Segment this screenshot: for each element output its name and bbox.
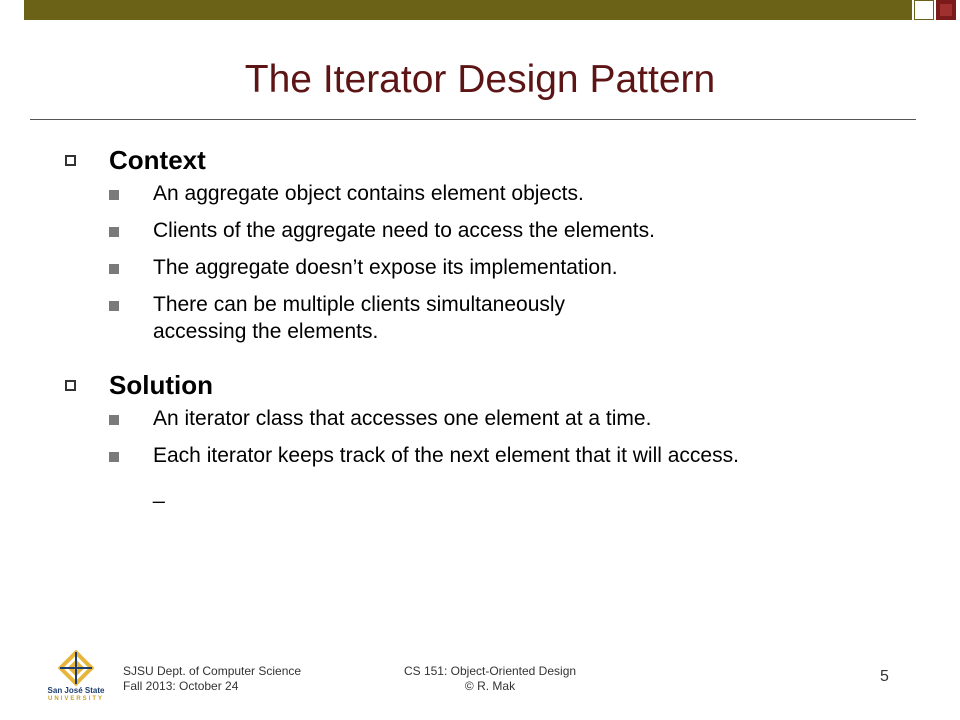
bullet-list: [62, 405, 932, 469]
list-item: [62, 254, 932, 281]
corner-square-outline: [914, 0, 934, 20]
section-title: Solution: [109, 369, 213, 400]
slide-title: The Iterator Design Pattern: [244, 58, 716, 101]
logo-line-1: San José State: [47, 686, 105, 695]
title-divider: [30, 119, 916, 120]
square-bullet-icon: [109, 264, 119, 274]
hollow-square-bullet-icon: [65, 380, 76, 391]
list-item: [62, 217, 932, 244]
square-bullet-icon: [109, 301, 119, 311]
square-bullet-icon: [109, 452, 119, 462]
top-decor-bar: [24, 0, 912, 20]
list-item-text: An aggregate object contains element objects.: [153, 182, 584, 205]
list-item-text: Each iterator keeps track of the next element that it will access.: [153, 444, 739, 467]
hollow-square-bullet-icon: [65, 155, 76, 166]
list-item-text: The aggregate doesn’t expose its implementation.: [153, 256, 618, 279]
corner-square-filled: [936, 0, 956, 20]
footer-department: SJSU Dept. of Computer Science: [123, 664, 302, 678]
square-bullet-icon: [109, 227, 119, 237]
section-heading: [62, 365, 932, 405]
footer-center-text: [380, 664, 600, 694]
square-bullet-icon: [109, 415, 119, 425]
trailing-mark: _: [153, 481, 165, 504]
list-item-text: An iterator class that accesses one element at a time.: [153, 407, 652, 430]
footer-course: CS 151: Object-Oriented Design: [403, 664, 577, 678]
page-number: 5: [880, 668, 889, 685]
square-bullet-icon: [109, 190, 119, 200]
section-title: Context: [109, 144, 206, 175]
footer-date: Fall 2013: October 24: [123, 679, 239, 693]
section-solution: [62, 365, 932, 506]
slide-footer: [0, 650, 960, 710]
list-item: [62, 405, 932, 432]
list-item-text: Clients of the aggregate need to access the elements.: [153, 219, 655, 242]
logo-line-2: UNIVERSITY: [47, 696, 104, 702]
list-item-text: There can be multiple clients simultaneously accessing the elements.: [153, 293, 566, 343]
list-item: [62, 291, 932, 345]
slide-content: [62, 140, 932, 526]
section-heading: [62, 140, 932, 180]
logo-wordmark: [44, 686, 108, 704]
footer-left-text: [123, 664, 301, 694]
section-context: [62, 140, 932, 345]
footer-author: © R. Mak: [464, 679, 516, 693]
list-item: [62, 442, 932, 469]
bullet-list: [62, 180, 932, 345]
list-item: [62, 180, 932, 207]
